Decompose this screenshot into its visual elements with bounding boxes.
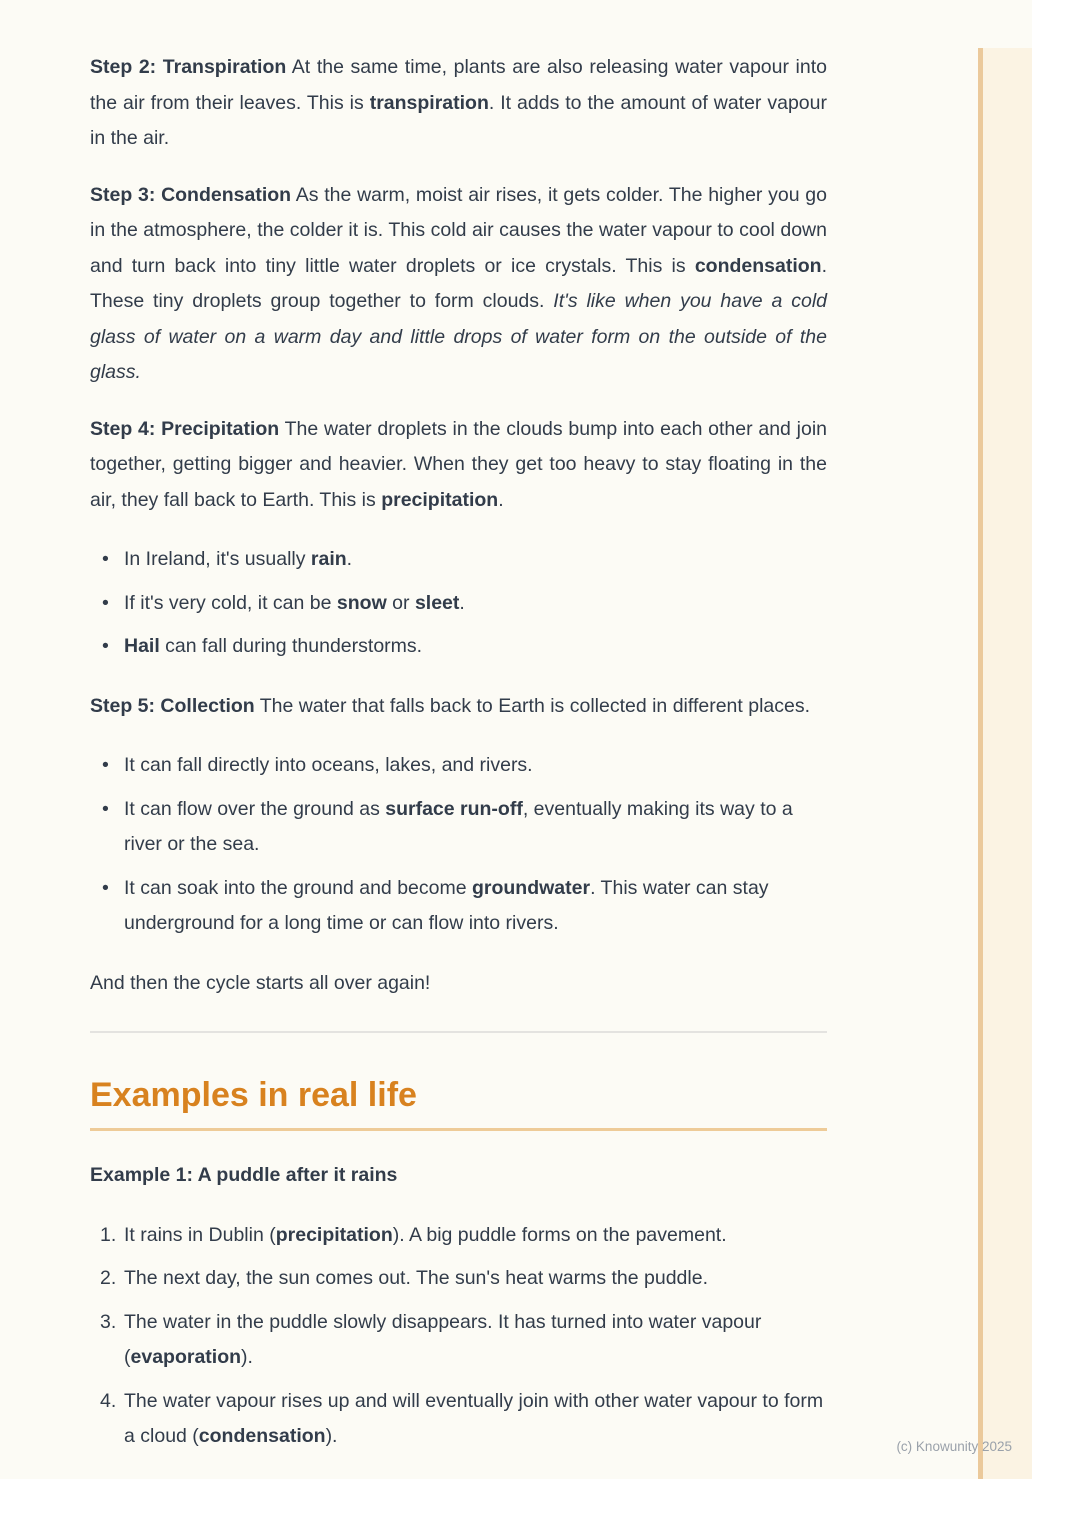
examples-section-heading: Examples in real life	[90, 1076, 417, 1114]
list-item	[90, 1218, 827, 1254]
item-text: It can soak into the ground and become	[124, 876, 472, 899]
item-text: It can flow over the ground as	[124, 797, 386, 820]
step-2-text-end: . It adds to the amount of water vapour in the air.	[90, 91, 827, 149]
precipitation-types-list	[90, 542, 827, 665]
step-3-lead: Step 3: Condensation	[90, 183, 292, 206]
item-bold: evaporation	[130, 1346, 242, 1368]
item-text: It rains in Dublin (	[124, 1223, 276, 1246]
item-text: If it's very cold, it can be	[124, 591, 337, 614]
item-bold: groundwater	[471, 876, 591, 899]
step-2-bold-term: transpiration	[369, 91, 489, 114]
list-item	[90, 748, 827, 784]
list-item	[90, 1305, 827, 1376]
item-text-end: ). A big puddle forms on the pavement.	[392, 1223, 727, 1246]
step-4-text-end: .	[498, 488, 504, 511]
step-5-text: The water that falls back to Earth is collected in different places.	[254, 694, 811, 717]
item-bold: snow	[336, 591, 387, 614]
step-3-text-mid: . These tiny droplets group together to form clouds.	[90, 254, 827, 312]
page-accent-rail	[978, 48, 1032, 1479]
cycle-note: And then the cycle starts all over again!	[90, 971, 431, 994]
list-item	[90, 629, 827, 665]
item-bold: surface run-off	[385, 797, 523, 820]
step-2-lead: Step 2: Transpiration	[90, 56, 287, 78]
list-item	[90, 1384, 827, 1455]
example-1-title: Example 1: A puddle after it rains	[90, 1164, 398, 1186]
list-item	[90, 1261, 827, 1297]
collection-places-list	[90, 748, 827, 942]
step-3-italic-note: It's like when you have a cold glass of water on a warm day and little drops of water form on the outside of the glass.	[90, 290, 827, 383]
step-3-bold-term: condensation	[694, 254, 822, 277]
item-text: The water vapour rises up and will eventually join with other water vapour to form a cloud (	[124, 1389, 824, 1447]
section-divider	[90, 1031, 827, 1033]
item-text: It can fall directly into oceans, lakes, and rivers.	[124, 754, 533, 776]
step-3-text: As the warm, moist air rises, it gets colder. The higher you go in the atmosphere, the colder it is. This cold air causes the water vapour to cool down and turn back into tiny little water droplets or ice crystals. This is	[90, 183, 828, 277]
item-text: In Ireland, it's usually	[124, 548, 311, 570]
step-4-lead: Step 4: Precipitation	[90, 417, 280, 440]
paragraph-step-3	[90, 178, 827, 391]
list-item	[90, 792, 827, 863]
list-item	[90, 542, 827, 578]
item-text-end: .	[459, 591, 465, 614]
item-bold: rain	[310, 548, 347, 570]
list-item	[90, 871, 827, 942]
item-text-end: ).	[325, 1425, 338, 1447]
step-4-text: The water droplets in the clouds bump into each other and join together, getting bigger and heavier. When they get too heavy to stay floating in the air, they fall back to Earth. This is	[90, 417, 827, 511]
step-5-lead: Step 5: Collection	[90, 694, 255, 717]
item-bold: Hail	[124, 635, 160, 657]
item-text-end: .	[346, 548, 353, 570]
example-1-steps-list	[90, 1218, 827, 1455]
item-bold-2: sleet	[414, 591, 460, 614]
paragraph-step-4	[90, 412, 827, 519]
item-text-end: , eventually making its way to a river or the sea.	[124, 797, 793, 855]
heading-underline	[90, 1128, 827, 1131]
item-text-end: ).	[241, 1346, 253, 1368]
page-content	[90, 0, 827, 1479]
copyright-watermark: (c) Knowunity 2025	[896, 1439, 1012, 1454]
item-text: The water in the puddle slowly disappears. It has turned into water vapour (	[124, 1310, 762, 1368]
step-2-text: At the same time, plants are also releasing water vapour into the air from their leaves. This is	[90, 56, 827, 114]
paragraph-step-2	[90, 50, 827, 157]
step-4-bold-term: precipitation	[381, 488, 499, 511]
item-text-end: . This water can stay underground for a long time or can flow into rivers.	[124, 876, 769, 934]
item-text: can fall during thunderstorms.	[159, 635, 423, 657]
item-bold: precipitation	[275, 1223, 393, 1246]
paragraph-step-5	[90, 689, 827, 725]
item-text-mid: or	[386, 591, 415, 614]
item-text: The next day, the sun comes out. The sun's heat warms the puddle.	[124, 1267, 709, 1289]
item-bold: condensation	[198, 1425, 326, 1447]
list-item	[90, 586, 827, 622]
